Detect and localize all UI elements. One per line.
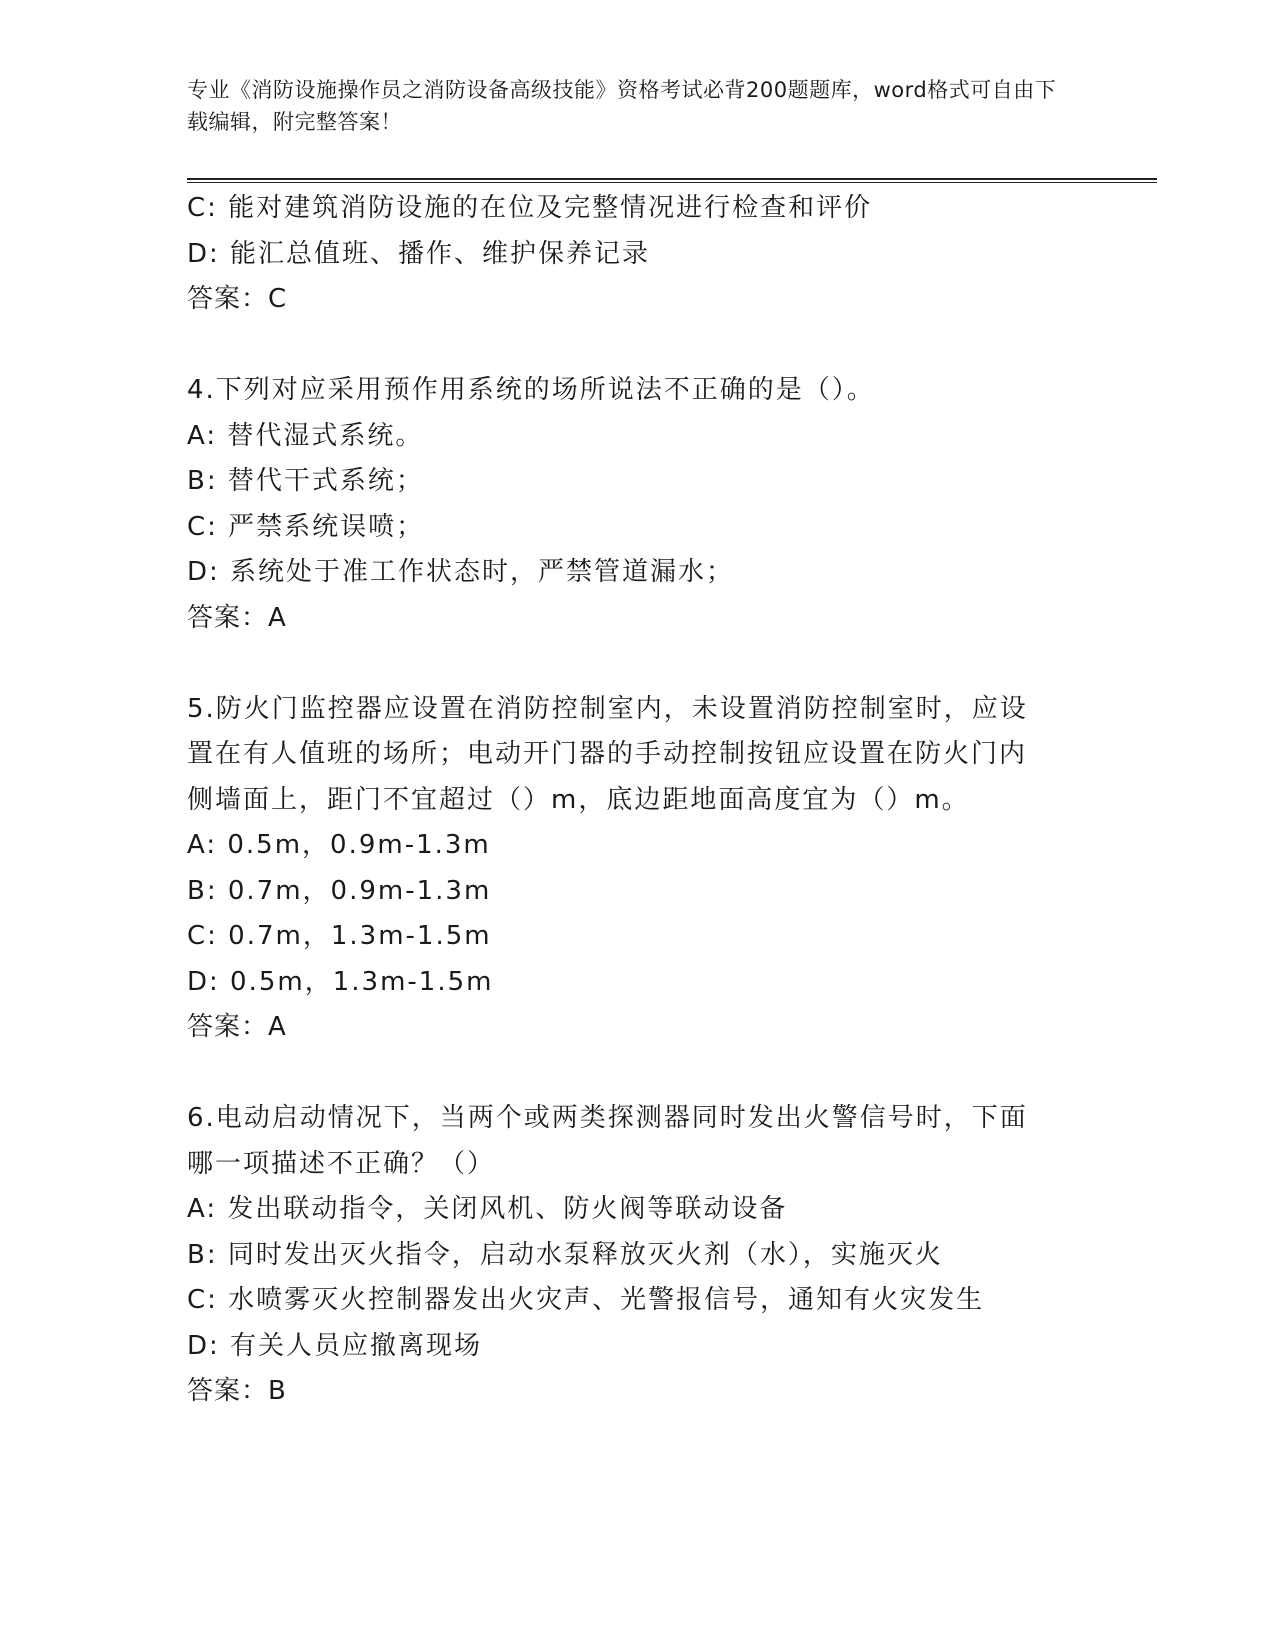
document-header: 专业《消防设施操作员之消防设备高级技能》资格考试必背200题题库，word格式可自由下载编辑，附完整答案！ (187, 78, 1057, 134)
answer-label: 答案：C (187, 284, 288, 314)
option-c: C: 水喷雾灭火控制器发出火灾声、光警报信号，通知有火灾发生 (187, 1285, 985, 1315)
question-text: 6.电动启动情况下，当两个或两类探测器同时发出火警信号时，下面 (187, 1103, 1028, 1133)
question-5 (187, 687, 1087, 1051)
header-divider (187, 178, 1157, 183)
question-6 (187, 1096, 1087, 1415)
option-c: C: 能对建筑消防设施的在位及完整情况进行检查和评价 (187, 193, 873, 223)
option-a: A: 发出联动指令，关闭风机、防火阀等联动设备 (187, 1194, 788, 1224)
option-d: D: 0.5m，1.3m-1.5m (187, 966, 494, 997)
option-c: C: 严禁系统误喷； (187, 511, 425, 542)
option-d: D: 系统处于准工作状态时，严禁管道漏水； (187, 557, 735, 587)
option-b: B: 同时发出灭火指令，启动水泵释放灭火剂（水），实施灭火 (187, 1239, 943, 1270)
option-a: A: 替代湿式系统。 (187, 420, 424, 451)
question-text: 置在有人值班的场所；电动开门器的手动控制按钮应设置在防火门内 (187, 739, 1028, 769)
option-b: B: 0.7m，0.9m-1.3m (187, 875, 492, 906)
option-c: C: 0.7m，1.3m-1.5m (187, 921, 492, 951)
question-text: 侧墙面上，距门不宜超过（）m，底边距地面高度宜为（）m。 (187, 784, 970, 815)
option-b: B: 替代干式系统； (187, 466, 424, 496)
option-a: A: 0.5m，0.9m-1.3m (187, 830, 491, 860)
answer-label: 答案：B (187, 1376, 287, 1406)
question-text: 5.防火门监控器应设置在消防控制室内，未设置消防控制室时，应设 (187, 693, 1028, 724)
document-body (187, 186, 1087, 1415)
spacer (187, 1051, 1087, 1097)
question-3-fragment (187, 186, 1087, 323)
answer-label: 答案：A (187, 602, 287, 633)
spacer (187, 641, 1087, 687)
question-4 (187, 368, 1087, 641)
answer-label: 答案：A (187, 1012, 287, 1042)
option-d: D: 能汇总值班、播作、维护保养记录 (187, 238, 651, 269)
question-text: 哪一项描述不正确？（） (187, 1148, 496, 1179)
option-d: D: 有关人员应撤离现场 (187, 1330, 483, 1361)
question-text: 4.下列对应采用预作用系统的场所说法不正确的是（）。 (187, 375, 875, 405)
spacer (187, 323, 1087, 369)
